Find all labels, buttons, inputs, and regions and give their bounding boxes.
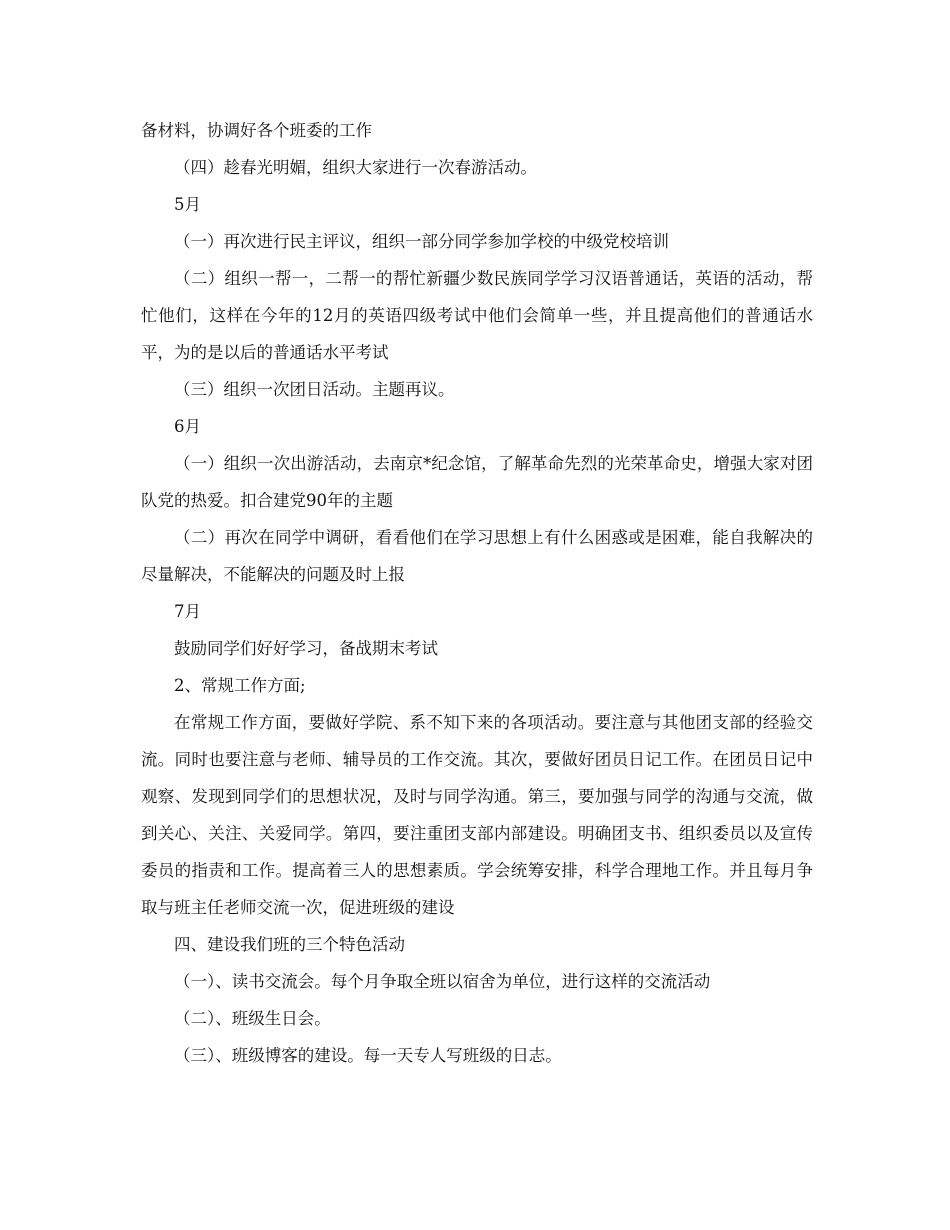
paragraph-routine-work: 在常规工作方面，要做好学院、系不知下来的各项活动。要注意与其他团支部的经验交流。同时也要注意与老师、辅导员的工作交流。其次，要做好团员日记工作。在团员日记中观察、发现到同学们的思想状况，及时与同学沟通。第三，要加强与同学的沟通与交流，做到关心、关注、关爱同学。第四，要注重团支部内部建设。明确团支书、组织委员以及宣传委员的指责和工作。提高着三人的思想素质。学会统筹安排，科学合理地工作。并且每月争取与班主任老师交流一次，促进班级的建设 [141, 713, 813, 917]
paragraph-april-item-4: （四）趁春光明媚，组织大家进行一次春游活动。 [174, 158, 537, 177]
paragraph-may-item-1: （一）再次进行民主评议，组织一部分同学参加学校的中级党校培训 [174, 232, 669, 251]
section-heading-special-activities: 四、建设我们班的三个特色活动 [174, 935, 405, 954]
heading-may: 5月 [174, 195, 201, 214]
document-page [141, 112, 813, 1074]
paragraph-activity-1: （一）、读书交流会。每个月争取全班以宿舍为单位，进行这样的交流活动 [174, 972, 711, 991]
paragraph-activity-3: （三）、班级博客的建设。每一天专人写班级的日志。 [174, 1046, 562, 1065]
paragraph-continuation: 备材料，协调好各个班委的工作 [141, 121, 372, 140]
paragraph-activity-2: （二）、班级生日会。 [174, 1009, 331, 1028]
paragraph-july-item: 鼓励同学们好好学习，备战期末考试 [174, 639, 438, 658]
paragraph-june-item-2: （二）再次在同学中调研，看看他们在学习思想上有什么困惑或是困难，能自我解决的尽量解决，不能解决的问题及时上报 [141, 528, 813, 584]
paragraph-may-item-3: （三）组织一次团日活动。主题再议。 [174, 380, 455, 399]
paragraph-june-item-1: （一）组织一次出游活动，去南京*纪念馆，了解革命先烈的光荣革命史，增强大家对团队党的热爱。扣合建党90年的主题 [141, 454, 813, 510]
heading-june: 6月 [174, 417, 201, 436]
paragraph-may-item-2: （二）组织一帮一，二帮一的帮忙新疆少数民族同学学习汉语普通话，英语的活动，帮忙他们，这样在今年的12月的英语四级考试中他们会简单一些，并且提高他们的普通话水平，为的是以后的普通话水平考试 [141, 269, 813, 362]
section-heading-routine-work: 2、常规工作方面; [174, 676, 306, 695]
heading-july: 7月 [174, 602, 201, 621]
